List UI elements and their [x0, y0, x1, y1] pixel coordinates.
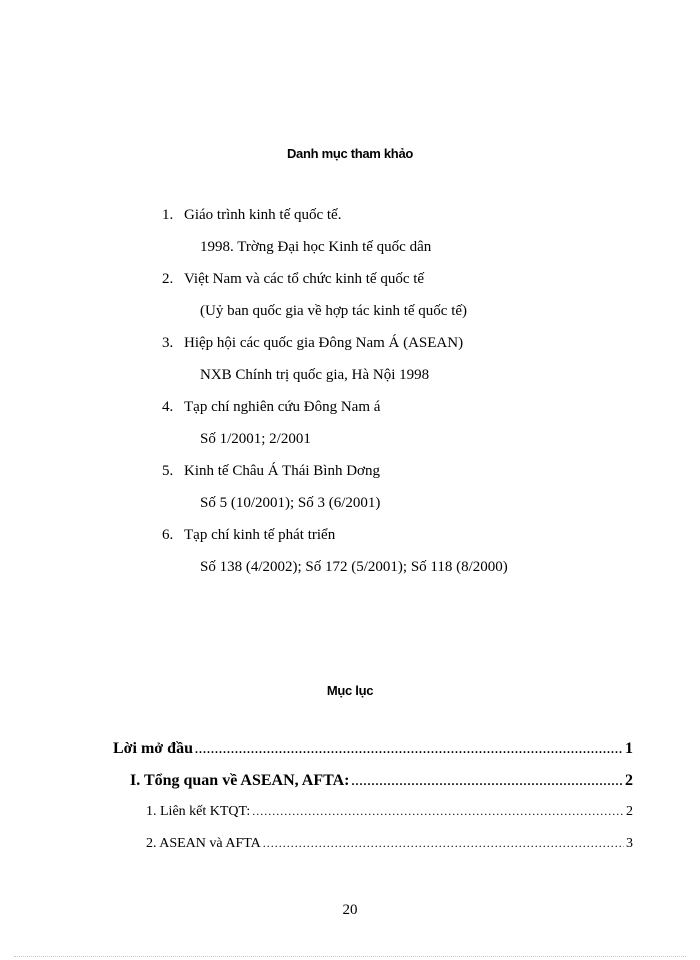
toc-leader-dots	[263, 836, 624, 851]
reference-detail: Số 5 (10/2001); Số 3 (6/2001)	[200, 495, 381, 511]
page-number: 20	[342, 902, 358, 918]
toc-entry-intro[interactable]	[113, 740, 633, 758]
toc-entry-page: 3	[626, 836, 633, 851]
reference-number: 6.	[162, 527, 174, 543]
reference-list	[162, 206, 508, 590]
reference-number: 3.	[162, 335, 174, 351]
toc-entry-subsection-2[interactable]	[146, 836, 633, 852]
reference-detail: NXB Chính trị quốc gia, Hà Nội 1998	[200, 367, 430, 383]
reference-number: 5.	[162, 463, 174, 479]
toc-leader-dots	[252, 804, 624, 819]
toc-leader-dots	[351, 774, 623, 789]
reference-title: Hiệp hội các quốc gia Đông Nam Á (ASEAN)	[184, 335, 464, 351]
toc-entry-label: 2. ASEAN và AFTA	[146, 836, 261, 851]
toc-entry-page: 2	[625, 772, 633, 789]
reference-detail: 1998. Trờng Đại học Kinh tế quốc dân	[200, 239, 432, 255]
toc-entry-label: Lời mở đầu	[113, 740, 193, 757]
reference-detail: (Uỷ ban quốc gia về hợp tác kinh tế quốc tế)	[200, 303, 468, 319]
toc-entry-page: 1	[625, 740, 633, 757]
reference-title: Tạp chí kinh tế phát triển	[184, 527, 336, 543]
reference-item	[162, 334, 508, 398]
page-bottom-divider	[14, 956, 686, 957]
toc-entry-label: 1. Liên kết KTQT:	[146, 804, 251, 819]
reference-item	[162, 526, 508, 590]
reference-title: Tạp chí nghiên cứu Đông Nam á	[184, 399, 381, 415]
reference-title: Kinh tế Châu Á Thái Bình Dơng	[184, 463, 380, 479]
toc-entry-label: I. Tổng quan về ASEAN, AFTA:	[130, 772, 350, 789]
toc-leader-dots	[195, 742, 623, 757]
reference-item	[162, 206, 508, 270]
references-heading: Danh mục tham khảo	[286, 146, 414, 161]
reference-number: 1.	[162, 207, 174, 223]
toc-entry-page: 2	[626, 804, 633, 819]
toc-entry-section-1[interactable]	[130, 772, 633, 790]
reference-detail: Số 1/2001; 2/2001	[200, 431, 311, 447]
reference-detail: Số 138 (4/2002); Số 172 (5/2001); Số 118 (8/2000)	[200, 559, 508, 575]
reference-number: 2.	[162, 271, 174, 287]
reference-item	[162, 462, 508, 526]
reference-item	[162, 398, 508, 462]
reference-number: 4.	[162, 399, 174, 415]
reference-title: Việt Nam và các tổ chức kinh tế quốc tế	[184, 271, 425, 287]
reference-item	[162, 270, 508, 334]
reference-title: Giáo trình kinh tế quốc tế.	[184, 207, 342, 223]
toc-entry-subsection-1[interactable]	[146, 804, 633, 820]
toc-heading: Mục lục	[326, 683, 374, 698]
